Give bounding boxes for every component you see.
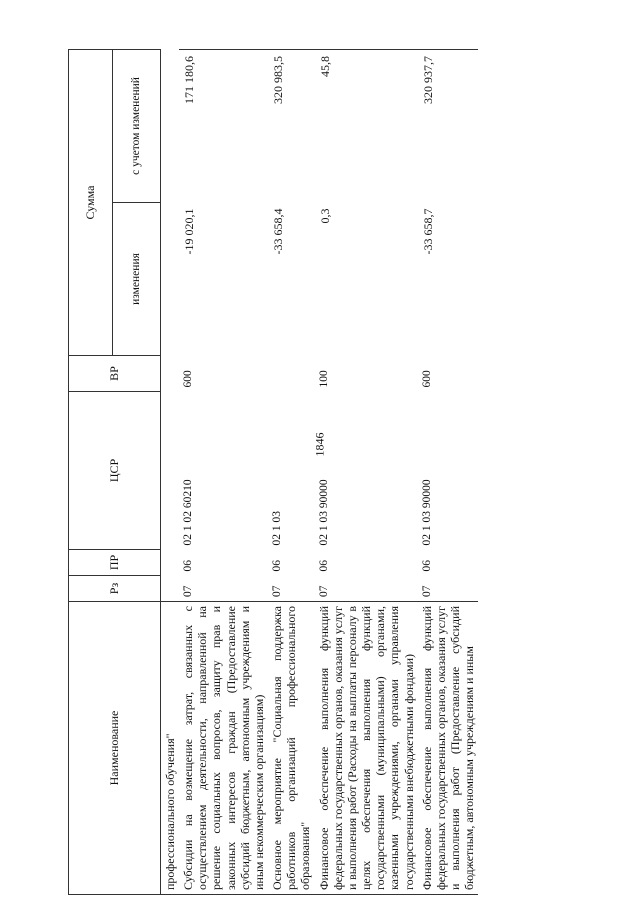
row-change: -19 020,1 <box>182 208 197 255</box>
table-row <box>161 49 180 894</box>
header-name: Наименование <box>69 602 161 895</box>
row-rz: 07 <box>420 585 433 597</box>
row-change: 0,3 <box>317 208 332 224</box>
budget-table <box>68 49 478 895</box>
row-csr: 02 1 03 90000 <box>420 479 433 546</box>
row-pr: 06 <box>182 560 195 572</box>
row-total: 320 937,7 <box>418 49 479 202</box>
header-sum: Сумма <box>69 49 113 355</box>
row-pr: 06 <box>271 560 284 572</box>
row-csr: 02 1 02 60210 <box>182 479 195 546</box>
row-name: Финансовое обеспечение выполнения функций федеральных государственных органов, оказания услуг и выполнения работ (Расходы на выплаты персоналу в целях обеспечения выполнения функций государственными (муниципальными) органами, казенными учреждениями, органами управления государственными внебюджетными фондами) <box>315 602 418 895</box>
row-name: профессионального обучения" <box>161 602 180 895</box>
row-change: -33 658,7 <box>420 208 435 255</box>
page-number: 1846 <box>312 432 327 457</box>
row-rz: 07 <box>317 585 330 597</box>
row-name: Основное мероприятие "Социальная поддержка работников организаций профессионального образования" <box>268 602 314 895</box>
header-with-change: с учетом изменений <box>113 49 161 202</box>
table-row <box>268 49 314 894</box>
row-name: Субсидии на возмещение затрат, связанных с осуществлением деятельности, направленной на решение социальных вопросов, защиту прав и законных интересов граждан (Предоставление субсидий бюджетным, автономным учреждениям и иным некоммерческим организациям) <box>179 602 268 895</box>
header-rz: Рз <box>69 576 161 602</box>
row-csr: 02 1 03 90000 <box>317 479 330 546</box>
header-pr: ПР <box>69 550 161 576</box>
row-pr: 06 <box>317 560 330 572</box>
header-csr: ЦСР <box>69 392 161 550</box>
table-row <box>179 49 268 894</box>
header-vr: ВР <box>69 356 161 392</box>
row-pr: 06 <box>420 560 433 572</box>
table-row <box>418 49 479 894</box>
row-total: 45,8 <box>315 49 418 202</box>
row-total: 171 180,6 <box>179 49 268 202</box>
row-vr: 600 <box>182 370 195 388</box>
row-rz: 07 <box>271 585 284 597</box>
row-change: -33 658,4 <box>271 208 286 255</box>
row-vr: 100 <box>317 370 330 388</box>
row-empty <box>161 49 180 601</box>
table-row <box>315 49 418 894</box>
row-total: 320 983,5 <box>268 49 314 202</box>
row-name: Финансовое обеспечение выполнения функций федеральных государственных органов, оказания услуг и выполнения работ (Предоставление субсидий бюджетным, автономным учреждениям и иным <box>418 602 479 895</box>
header-change: изменения <box>113 203 161 356</box>
row-csr: 02 1 03 <box>271 511 284 546</box>
row-rz: 07 <box>182 585 195 597</box>
row-vr <box>268 356 314 392</box>
row-vr: 600 <box>420 370 433 388</box>
